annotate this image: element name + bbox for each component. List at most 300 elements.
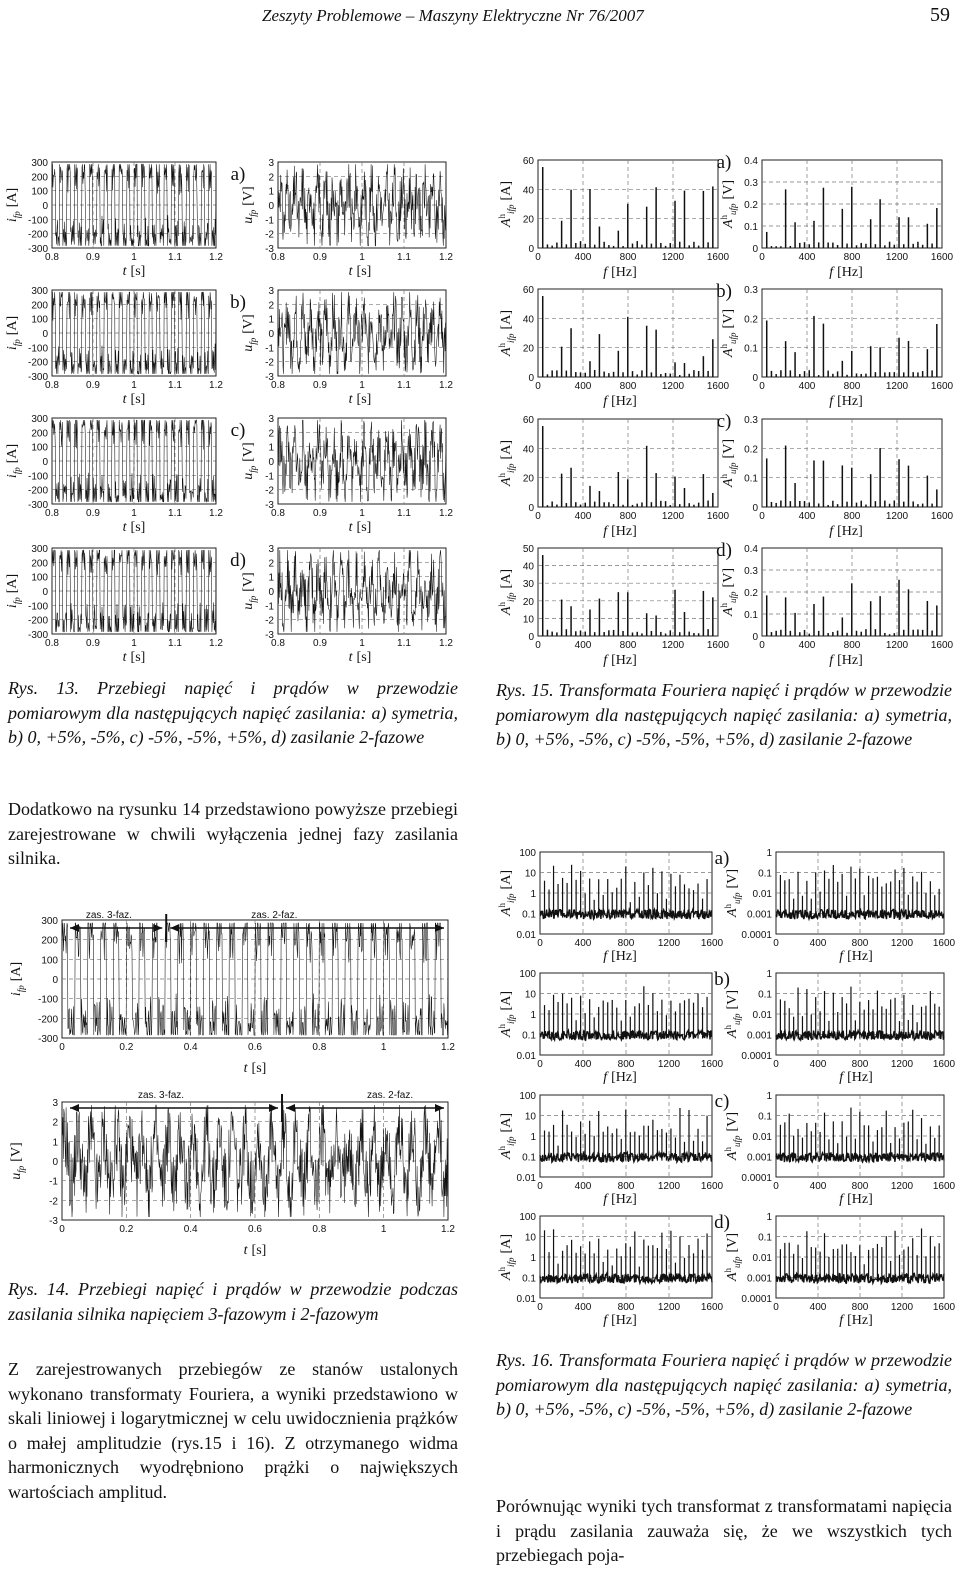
fig16-current-axes-0-ytick: 0.01	[516, 930, 536, 941]
fig13-voltage-xlabel-3: t [s]	[348, 650, 372, 665]
fig15-voltage-axes-0-xtick: 0	[759, 252, 765, 263]
fig15-current-axes-1-xtick: 0	[535, 381, 541, 392]
fig15-voltage-axes-1-xtick: 1200	[885, 381, 909, 392]
fig15-current-axes-2-xtick: 1600	[706, 511, 730, 522]
fig15-current-axes-3-ytick: 0	[528, 632, 534, 643]
fig16-voltage-axes-2-ytick: 1	[766, 1091, 772, 1102]
fig13-voltage-ylabel-1: $u_{fp}[V]$	[241, 314, 258, 352]
fig16-voltage-axes-2-xtick: 800	[851, 1181, 869, 1192]
fig13-current-axes-3-xtick: 1	[131, 638, 137, 649]
fig13-voltage-xlabel-2: t [s]	[348, 520, 372, 535]
fig15-voltage-axes-0-ytick: 0.1	[744, 222, 758, 233]
fig16-current-axes-2-xtick: 400	[574, 1181, 592, 1192]
fig16-voltage-axes-0-ytick: 0.0001	[741, 930, 772, 941]
fig16-panel-label-3: d)	[714, 1212, 730, 1233]
fig16-caption-text: Transformata Fouriera napięć i prądów w przewodzie pomiarowym dla następujących napięć zasilania: a) symetria, b) 0, +5%, -5%, c) -5%, -5%, +5%, d) zasilanie 2-fazowe	[496, 1350, 952, 1419]
fig16-current-axes-1-ytick: 0.1	[522, 1030, 536, 1042]
fig15-voltage-axes-2-xtick: 1600	[930, 511, 954, 522]
fig13-voltage-axes-3-xtick: 1	[359, 638, 365, 649]
fig13-voltage-axes-0-ytick: -1	[265, 215, 274, 227]
fig16-current-axes-1-xtick: 800	[617, 1059, 635, 1070]
fig15-voltage-axes-2-ytick: 0.1	[744, 473, 758, 485]
fig16-voltage-axes-2-ytick: 0.01	[752, 1132, 772, 1143]
fig14-bottom-axes-xtick: 0.2	[119, 1224, 134, 1235]
fig16-voltage-axes-1-xtick: 400	[809, 1059, 827, 1070]
fig16-voltage-axes-3	[741, 1212, 955, 1313]
fig13-current-axes-3-ytick: -100	[27, 601, 48, 613]
fig15-voltage-axes-3-ytick: 0	[752, 632, 758, 643]
fig16-voltage-axes-3-xtick: 0	[773, 1302, 779, 1313]
fig13-current-axes-3-ytick: 0	[42, 587, 48, 598]
fig13-voltage-axes-1-ytick: 1	[268, 314, 274, 326]
fig16-voltage-xlabel-1: f [Hz]	[839, 1070, 873, 1085]
fig15-voltage-axes-0-xtick: 400	[798, 252, 816, 263]
fig15-current-axes-1-ytick: 20	[522, 343, 534, 355]
fig13-current-axes-3-ytick: 100	[31, 572, 48, 584]
fig15-current-axes-2-xtick: 0	[535, 511, 541, 522]
fig14-caption-label: Rys. 14.	[8, 1279, 70, 1299]
fig13-voltage-axes-0-xtick: 1.2	[439, 252, 453, 263]
fig16-current-axes-0-ytick: 0.1	[522, 909, 536, 921]
fig13-voltage-axes-1-xtick: 1.1	[397, 380, 411, 391]
fig13-voltage-axes-1-xtick: 1	[359, 380, 365, 391]
fig13-current-axes-2-ytick: 300	[31, 414, 48, 425]
fig15-voltage-axes-3-ytick: 0.4	[744, 544, 758, 555]
fig13-current-axes-3-ytick: 300	[31, 544, 48, 555]
fig13-voltage-axes-0-ytick: 0	[268, 201, 274, 212]
fig14-bottom-axes-xtick: 0.4	[183, 1224, 198, 1235]
fig15-current-axes-1-ytick: 0	[528, 373, 534, 384]
fig15-current-axes-2-ytick: 20	[522, 473, 534, 485]
fig13-voltage-axes-3-ytick: -2	[265, 615, 274, 627]
fig13-current-axes-0-ytick: -100	[27, 215, 48, 227]
fig14-bottom-axes-ytick: -1	[49, 1176, 58, 1188]
fig13-current-xlabel-1: t [s]	[122, 392, 146, 407]
fig13-voltage-axes-2-ytick: 1	[268, 442, 274, 454]
fig16-current-axes-2-xtick: 1200	[657, 1181, 681, 1192]
fig16-current-axes-0-ytick: 100	[519, 848, 536, 859]
fig15-panel-label-3: d)	[716, 540, 732, 561]
fig13-voltage-ylabel-2: $u_{fp}[V]$	[241, 442, 258, 480]
fig13-current-xlabel-3: t [s]	[122, 650, 146, 665]
fig14-top-axes-xtick: 0.8	[312, 1042, 327, 1053]
paragraph-2: Z zarejestrowanych przebiegów ze stanów ustalonych wykonano transformaty Fouriera, a wyniki przedstawiono w skali liniowej i logarytmicznej w celu uwidocznienia prążków o małej amplitudzie (rys.15 i 16). Z otrzymanego widma harmonicznych wyodrębniono prążki o największych wartościach amplitud.	[8, 1359, 458, 1502]
fig16-voltage-axes-2-xtick: 400	[809, 1181, 827, 1192]
fig13-current-axes-1-ytick: 100	[31, 314, 48, 326]
fig15-panel-label-2: c)	[716, 411, 732, 432]
fig16-current-axes-1-ytick: 0.01	[516, 1051, 536, 1062]
fig16-current-axes-2-ytick: 0.1	[522, 1152, 536, 1164]
fig16-voltage-axes-1-ytick: 0.1	[758, 989, 772, 1001]
fig14-top-axes-xtick: 0	[59, 1042, 65, 1053]
fig16-current-ylabel-3: $A^h_{ifp}[A]$	[497, 1233, 516, 1281]
fig13-voltage-axes-1-ytick: -2	[265, 357, 274, 369]
fig14-top-label-3faz: zas. 3-faz.	[85, 910, 132, 921]
fig15-current-xlabel-0: f [Hz]	[603, 265, 637, 280]
fig16-current-axes-3-ytick: 0.1	[522, 1273, 536, 1285]
fig14-bottom-ylabel: $u_{fp}[V]$	[9, 1142, 26, 1180]
fig13-current-axes-1-xtick: 1.2	[209, 380, 223, 391]
fig13-current-axes-1-ytick: -300	[27, 372, 48, 383]
fig15-current-axes-2-xtick: 400	[574, 511, 592, 522]
fig15-current-axes-2-ytick: 60	[522, 415, 534, 426]
fig13-voltage-axes-1-xtick: 0.8	[271, 380, 285, 391]
fig13-current-axes-1-ytick: 200	[31, 300, 48, 312]
fig13-current-axes-1-xtick: 1	[131, 380, 137, 391]
fig16-current-axes-2-xtick: 1600	[700, 1181, 724, 1192]
fig15-current-axes-3-xtick: 800	[619, 640, 637, 651]
fig16-voltage-axes-3-ytick: 0.0001	[741, 1294, 772, 1305]
fig13-voltage-axes-2-ytick: -1	[265, 471, 274, 483]
fig13-current-axes-0-ytick: -200	[27, 229, 48, 241]
fig15-current-ylabel-0: $A^h_{ifp}[A]$	[497, 180, 516, 228]
fig15-voltage-ylabel-1: $A^h_{ufp}[V]$	[719, 308, 738, 358]
fig15-voltage-xlabel-0: f [Hz]	[829, 265, 863, 280]
fig15-current-ylabel-1: $A^h_{ifp}[A]$	[497, 309, 516, 357]
fig14-bottom-axes-ytick: 2	[52, 1117, 58, 1129]
fig16-current-axes-0	[517, 848, 724, 949]
fig15-current-axes-0-ytick: 0	[528, 244, 534, 255]
fig13-current-axes-2-xtick: 0.8	[45, 508, 59, 519]
fig13-current-axes-2-ytick: 100	[31, 442, 48, 454]
fig13-current-axes-3-xtick: 0.8	[45, 638, 59, 649]
fig13-voltage-axes-2-ytick: -2	[265, 485, 274, 497]
fig16-current-axes-2-ytick: 100	[519, 1091, 536, 1102]
fig15-voltage-axes-0-xtick: 1600	[930, 252, 954, 263]
fig16-voltage-axes-1-xtick: 1200	[890, 1059, 914, 1070]
fig13-voltage-axes-2-ytick: 3	[268, 414, 274, 425]
fig13-voltage-axes-3-ytick: 1	[268, 572, 274, 584]
fig16-voltage-axes-0-ytick: 0.01	[752, 889, 772, 900]
fig15-current-axes-0-xtick: 800	[619, 252, 637, 263]
fig16-voltage-axes-0-xtick: 0	[773, 938, 779, 949]
fig13-current-xlabel-0: t [s]	[122, 264, 146, 279]
fig13-current-axes-3-ytick: 200	[31, 558, 48, 570]
fig16-current-ylabel-0: $A^h_{ifp}[A]$	[497, 869, 516, 917]
fig15-voltage-axes-0-ytick: 0	[752, 244, 758, 255]
fig14-bottom-axes-ytick: -2	[49, 1196, 58, 1208]
fig16-voltage-axes-0-xtick: 400	[809, 938, 827, 949]
fig15-voltage-axes-3-xtick: 800	[843, 640, 861, 651]
fig15-current-axes-0-ytick: 20	[522, 214, 534, 226]
fig14-top-axes-xtick: 0.2	[119, 1042, 134, 1053]
fig14-top-axes-xtick: 0.6	[248, 1042, 262, 1053]
fig16-current-axes-1-xtick: 1200	[657, 1059, 681, 1070]
fig15-voltage-ylabel-0: $A^h_{ufp}[V]$	[719, 179, 738, 229]
fig15-voltage-axes-0-ytick: 0.3	[744, 178, 758, 189]
fig15-current-axes-3-ytick: 50	[522, 544, 534, 555]
fig13-voltage-axes-3-xtick: 0.8	[271, 638, 285, 649]
fig13-voltage-axes-2-xtick: 1.2	[439, 508, 453, 519]
fig15-voltage-axes-0-xtick: 800	[843, 252, 861, 263]
fig13-voltage-axes-1-ytick: 3	[268, 286, 274, 297]
fig16-current-axes-3-xtick: 400	[574, 1302, 592, 1313]
fig13-voltage-axes-2-xtick: 0.9	[313, 508, 327, 519]
fig16-current-axes-3-ytick: 0.01	[516, 1294, 536, 1305]
fig15-current-axes-3-xtick: 1200	[661, 640, 685, 651]
fig14-bottom-axes-ytick: 3	[52, 1098, 58, 1109]
fig16-voltage-axes-1	[741, 969, 955, 1070]
fig14-bottom-axes-xtick: 1.2	[441, 1224, 455, 1235]
fig13-voltage-ylabel-3: $u_{fp}[V]$	[241, 572, 258, 610]
fig13-panel-label-3: d)	[230, 550, 246, 571]
fig13-voltage-axes-2-ytick: -3	[265, 500, 274, 511]
fig16-current-axes-2-ytick: 1	[530, 1132, 536, 1143]
fig14-bottom-xlabel: t [s]	[243, 1243, 267, 1258]
fig16-current-axes-1-ytick: 10	[524, 989, 536, 1001]
fig16-current-axes-2	[517, 1091, 724, 1192]
fig16-current-xlabel-2: f [Hz]	[603, 1192, 637, 1207]
fig13-current-axes-1-xtick: 0.8	[45, 380, 59, 391]
fig16-voltage-axes-3-ytick: 0.01	[752, 1253, 772, 1264]
fig13-voltage-axes-3-ytick: 0	[268, 587, 274, 598]
fig15-voltage-axes-3-xtick: 0	[759, 640, 765, 651]
fig16-voltage-axes-1-xtick: 800	[851, 1059, 869, 1070]
fig15-current-xlabel-1: f [Hz]	[603, 394, 637, 409]
fig13-current-axes-2-xtick: 1.2	[209, 508, 223, 519]
fig13-voltage-axes-2-ytick: 2	[268, 428, 274, 440]
fig16-voltage-axes-1-ytick: 0.001	[746, 1030, 772, 1042]
journal-title: Zeszyty Problemowe – Maszyny Elektryczne Nr 76/2007	[262, 6, 644, 25]
fig13-voltage-axes-2-xtick: 0.8	[271, 508, 285, 519]
fig15-current-axes-3-xtick: 400	[574, 640, 592, 651]
fig16-caption-label: Rys. 16.	[496, 1350, 554, 1370]
page-number: 59	[930, 4, 950, 26]
fig16-voltage-axes-3-ytick: 0.1	[758, 1232, 772, 1244]
fig15-voltage-ylabel-3: $A^h_{ufp}[V]$	[719, 567, 738, 617]
fig16-current-axes-3-xtick: 1200	[657, 1302, 681, 1313]
fig15-current-axes-3-ytick: 40	[522, 561, 534, 573]
fig13-current-ylabel-0: $i_{fp}[A]$	[5, 187, 22, 223]
fig13-current-axes-2-ytick: 0	[42, 457, 48, 468]
fig13-voltage-axes-1-xtick: 0.9	[313, 380, 327, 391]
fig16-voltage-axes-3-xtick: 1600	[932, 1302, 956, 1313]
fig16-voltage-axes-0-xtick: 1600	[932, 938, 956, 949]
fig13-current-axes-2-xtick: 0.9	[86, 508, 100, 519]
fig13-current-axes-0-ytick: 200	[31, 172, 48, 184]
fig15-current-ylabel-3: $A^h_{ifp}[A]$	[497, 568, 516, 616]
fig13-current-axes-3-xtick: 0.9	[86, 638, 100, 649]
fig13-current-ylabel-2: $i_{fp}[A]$	[5, 443, 22, 479]
fig13-current-ylabel-1: $i_{fp}[A]$	[5, 315, 22, 351]
fig15-voltage-axes-1-ytick: 0	[752, 373, 758, 384]
fig16-caption	[496, 1348, 952, 1422]
fig13-current-axes-2-xtick: 1.1	[168, 508, 182, 519]
fig13-current-axes-3-xtick: 1.1	[168, 638, 182, 649]
fig15-voltage-axes-3-xtick: 400	[798, 640, 816, 651]
fig15-voltage-axes-1-ytick: 0.2	[744, 314, 758, 326]
fig13-voltage-axes-1-ytick: 2	[268, 300, 274, 312]
fig15-voltage-axes-2-xtick: 800	[843, 511, 861, 522]
fig16-voltage-axes-1-ytick: 0.01	[752, 1010, 772, 1021]
fig16-voltage-axes-0-xtick: 1200	[890, 938, 914, 949]
fig13-current-axes-1-ytick: -100	[27, 343, 48, 355]
fig16-current-axes-0-ytick: 10	[524, 868, 536, 880]
fig16-current-ylabel-1: $A^h_{ifp}[A]$	[497, 990, 516, 1038]
fig14-top-axes-ytick: -100	[37, 994, 58, 1006]
fig15-current-axes-1-xtick: 1600	[706, 381, 730, 392]
fig16-voltage-axes-3-xtick: 1200	[890, 1302, 914, 1313]
fig16-current-axes-3-xtick: 800	[617, 1302, 635, 1313]
fig14-top-ylabel: $i_{fp}[A]$	[9, 961, 26, 997]
fig14-caption	[8, 1277, 458, 1326]
fig15-voltage-xlabel-3: f [Hz]	[829, 653, 863, 668]
fig16-current-xlabel-1: f [Hz]	[603, 1070, 637, 1085]
fig16-voltage-xlabel-3: f [Hz]	[839, 1313, 873, 1328]
fig13-current-axes-0-ytick: -300	[27, 244, 48, 255]
fig15-voltage-axes-1-xtick: 1600	[930, 381, 954, 392]
fig13-current-axes-0-xtick: 1	[131, 252, 137, 263]
fig15-caption-label: Rys. 15.	[496, 680, 554, 700]
fig13-current-axes-3-ytick: -300	[27, 630, 48, 641]
fig16-voltage-axes-2-ytick: 0.001	[746, 1152, 772, 1164]
fig16-current-axes-2-ytick: 0.01	[516, 1173, 536, 1184]
fig14-bottom-axes-xtick: 0.8	[312, 1224, 327, 1235]
fig16-voltage-axes-1-xtick: 1600	[932, 1059, 956, 1070]
fig15-voltage-axes-0-xtick: 1200	[885, 252, 909, 263]
fig16-current-axes-2-xtick: 0	[537, 1181, 543, 1192]
fig13-voltage-axes-1-ytick: -1	[265, 343, 274, 355]
fig16-voltage-axes-2	[741, 1091, 955, 1192]
fig13-voltage-axes-2-xtick: 1	[359, 508, 365, 519]
fig13-voltage-xlabel-0: t [s]	[348, 264, 372, 279]
fig16-voltage-axes-2-xtick: 1200	[890, 1181, 914, 1192]
fig13-voltage-xlabel-1: t [s]	[348, 392, 372, 407]
fig15-current-axes-2-ytick: 40	[522, 444, 534, 456]
fig16-panel-label-0: a)	[714, 848, 730, 869]
fig15-voltage-axes-1-xtick: 0	[759, 381, 765, 392]
fig16-voltage-ylabel-3: $A^h_{ufp}[V]$	[723, 1232, 742, 1282]
fig15-voltage-axes-3-ytick: 0.3	[744, 566, 758, 577]
fig13-caption-label: Rys. 13.	[8, 678, 79, 698]
fig14-top-axes-ytick: -300	[37, 1034, 58, 1045]
fig16-current-axes-3-xtick: 1600	[700, 1302, 724, 1313]
fig13-voltage-axes-0-ytick: 1	[268, 186, 274, 198]
fig15-voltage-axes-2-ytick: 0.3	[744, 415, 758, 426]
fig13-current-axes-1-xtick: 1.1	[168, 380, 182, 391]
fig13-panel-label-2: c)	[230, 420, 246, 441]
fig15-current-axes-2-xtick: 1200	[661, 511, 685, 522]
fig13-voltage-axes-1-ytick: -3	[265, 372, 274, 383]
fig13-current-axes-0-ytick: 300	[31, 158, 48, 169]
fig15-voltage-axes-0-ytick: 0.2	[744, 200, 758, 211]
fig14-bottom-axes-ytick: 0	[52, 1157, 58, 1168]
fig15-current-axes-0-xtick: 0	[535, 252, 541, 263]
fig13-current-axes-0-xtick: 0.9	[86, 252, 100, 263]
fig16-voltage-axes-3-xtick: 400	[809, 1302, 827, 1313]
fig13-voltage-axes-0-ytick: 3	[268, 158, 274, 169]
fig13-current-axes-2-ytick: 200	[31, 428, 48, 440]
fig16-voltage-xlabel-2: f [Hz]	[839, 1192, 873, 1207]
fig13-current-axes-3-ytick: -200	[27, 615, 48, 627]
fig13-voltage-axes-0-xtick: 0.9	[313, 252, 327, 263]
fig16-voltage-axes-0-ytick: 1	[766, 848, 772, 859]
fig13-current-xlabel-2: t [s]	[122, 520, 146, 535]
fig13-panel-label-1: b)	[230, 292, 246, 313]
fig14-top-axes-ytick: 0	[52, 975, 58, 986]
paragraph-3: Porównując wyniki tych transformat z transformatami napięcia i prądu zasilania zauważa się, że we wszystkich tych przebiegach poja-	[496, 1496, 952, 1565]
fig16-voltage-ylabel-0: $A^h_{ufp}[V]$	[723, 868, 742, 918]
fig16-current-xlabel-3: f [Hz]	[603, 1313, 637, 1328]
fig13-voltage-axes-1-ytick: 0	[268, 329, 274, 340]
fig15-voltage-axes-1-ytick: 0.3	[744, 285, 758, 296]
fig13-voltage-axes-3	[265, 544, 453, 649]
fig13-current-axes-0-xtick: 1.2	[209, 252, 223, 263]
fig15-voltage-axes-0-ytick: 0.4	[744, 156, 758, 167]
fig14-bottom-label-3faz: zas. 3-faz.	[137, 1090, 185, 1101]
fig16-panel-label-1: b)	[714, 969, 730, 990]
fig16-voltage-axes-0	[741, 848, 955, 949]
fig15-current-axes-1-xtick: 400	[574, 381, 592, 392]
fig16-current-axes-3-ytick: 1	[530, 1253, 536, 1264]
fig15-current-axes-0-xtick: 400	[574, 252, 592, 263]
fig16-voltage-axes-2-xtick: 1600	[932, 1181, 956, 1192]
fig13-voltage-axes-3-ytick: -1	[265, 601, 274, 613]
fig13-voltage-axes-0-xtick: 0.8	[271, 252, 285, 263]
fig13-current-axes-1-xtick: 0.9	[86, 380, 100, 391]
fig14-top-axes-ytick: 100	[41, 955, 58, 967]
fig15-current-axes-1-xtick: 1200	[661, 381, 685, 392]
fig13-voltage-axes-2-ytick: 0	[268, 457, 274, 468]
fig15-voltage-ylabel-2: $A^h_{ufp}[V]$	[719, 438, 738, 488]
fig13-voltage-axes-3-xtick: 1.2	[439, 638, 453, 649]
fig13-voltage-axes-0-ytick: 2	[268, 172, 274, 184]
fig16-current-axes-1-xtick: 0	[537, 1059, 543, 1070]
paragraph-1: Dodatkowo na rysunku 14 przedstawiono powyższe przebiegi zarejestrowane w chwili wyłączenia jednej fazy zasilania silnika.	[8, 799, 458, 868]
fig13-voltage-axes-0-ytick: -3	[265, 244, 274, 255]
fig15-voltage-axes-3-ytick: 0.2	[744, 588, 758, 599]
fig16-voltage-xlabel-0: f [Hz]	[839, 949, 873, 964]
fig15-current-axes-1-xtick: 800	[619, 381, 637, 392]
fig15-voltage-axes-2-ytick: 0.2	[744, 444, 758, 456]
fig16-current-axes-2-ytick: 10	[524, 1111, 536, 1123]
fig13-voltage-axes-0-ytick: -2	[265, 229, 274, 241]
fig15-voltage-axes-2-xtick: 1200	[885, 511, 909, 522]
fig15-voltage-axes-3-xtick: 1200	[885, 640, 909, 651]
fig16-voltage-axes-3-xtick: 800	[851, 1302, 869, 1313]
fig13-current-axes-0-ytick: 100	[31, 186, 48, 198]
fig13-voltage-axes-0-xtick: 1.1	[397, 252, 411, 263]
fig13-current-axes-1-ytick: -200	[27, 357, 48, 369]
fig13-caption-text: Przebiegi napięć i prądów w przewodzie pomiarowym dla następujących napięć zasilania: a) symetria, b) 0, +5%, -5%, c) -5%, -5%, +5%, d) zasilanie 2-fazowe	[8, 678, 459, 747]
fig16-voltage-axes-0-xtick: 800	[851, 938, 869, 949]
fig16-voltage-axes-3-ytick: 1	[766, 1212, 772, 1223]
fig16-current-axes-2-xtick: 800	[617, 1181, 635, 1192]
fig15-current-axes-0-xtick: 1200	[661, 252, 685, 263]
fig16-current-axes-3-ytick: 10	[524, 1232, 536, 1244]
fig14-bottom-axes-xtick: 0	[59, 1224, 65, 1235]
fig16-current-axes-1-ytick: 1	[530, 1010, 536, 1021]
fig14-top-axes-ytick: 300	[41, 916, 58, 927]
fig16-current-xlabel-0: f [Hz]	[603, 949, 637, 964]
fig13-current-axes-0-xtick: 0.8	[45, 252, 59, 263]
fig16-voltage-axes-0-ytick: 0.1	[758, 868, 772, 880]
fig16-voltage-axes-3-ytick: 0.001	[746, 1273, 772, 1285]
fig16-panel-label-2: c)	[714, 1091, 730, 1112]
fig16-current-axes-1-xtick: 400	[574, 1059, 592, 1070]
fig14-top-axes-ytick: -200	[37, 1014, 58, 1026]
fig16-voltage-axes-2-xtick: 0	[773, 1181, 779, 1192]
fig15-current-axes-3-xtick: 0	[535, 640, 541, 651]
fig16-voltage-axes-2-ytick: 0.1	[758, 1111, 772, 1123]
fig15-voltage-axes-1-xtick: 800	[843, 381, 861, 392]
fig14-top-axes-xtick: 0.4	[183, 1042, 198, 1053]
fig16-current-ylabel-2: $A^h_{ifp}[A]$	[497, 1112, 516, 1160]
fig16-current-axes-1-ytick: 100	[519, 969, 536, 980]
fig13-voltage-axes-2-xtick: 1.1	[397, 508, 411, 519]
fig14-top-axes-xtick: 1	[380, 1042, 387, 1053]
fig16-current-axes-0-ytick: 1	[530, 889, 536, 900]
